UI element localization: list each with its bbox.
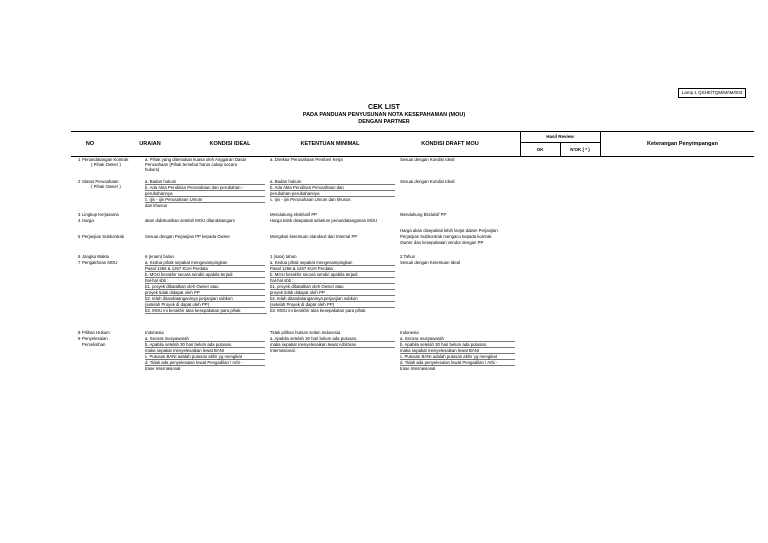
row-number: 3 (78, 212, 81, 217)
kondisi-ideal-cell: a. Secara musyawarah (145, 336, 265, 342)
page-title: CEK LIST (368, 104, 400, 111)
uraian-cell: Perselisihan (82, 342, 106, 347)
ketentuan-minimal-cell: Mendukung eksklusif PP (270, 212, 318, 217)
kondisi-ideal-cell: a. Kedua pihak sepakat mengesampingkan (145, 260, 265, 266)
kondisi-ideal-cell: a. Pihak yang ditentukan kuasa oleh Anggaran Dasar (145, 157, 247, 162)
document-reference: Lamp.1 QSHE/TQM/M/IM/003 (678, 88, 746, 98)
kondisi-draft-cell: Harga akan disepakati lebih lanjut dalam Perjanjian (400, 228, 498, 233)
kondisi-ideal-cell: dan khusus (145, 203, 167, 208)
row-number: 9 (78, 336, 81, 341)
header-hasil-review: Hasil Review (546, 134, 574, 139)
kondisi-ideal-cell: proyek tidak didapat oleh PP (145, 290, 265, 296)
ketentuan-minimal-cell: a. Badan hukum (270, 179, 395, 185)
kondisi-ideal-cell: Pasal 1266 & 1267 KUH Perdata (145, 266, 265, 272)
ketentuan-minimal-cell: b. Ada Akta Pendirian Perusahaan dan (270, 185, 395, 191)
uraian-cell: Pilihan Hukum (82, 330, 110, 335)
row-number: 2 (78, 179, 81, 184)
ketentuan-minimal-cell: a. Apabila setelah 30 hari belum ada putusan, (270, 336, 395, 342)
kondisi-ideal-cell: hal-hal sbb : (145, 278, 265, 284)
uraian-cell: Status Perusahaan (82, 179, 119, 184)
ketentuan-minimal-cell: a. Kedua pihak sepakat mengesampingkan (270, 260, 395, 266)
kondisi-ideal-cell: d. Tidak ada penyelesaian lewat Pengadilan / Arbi - (145, 360, 265, 366)
kondisi-ideal-cell: trase Internasional (145, 366, 181, 371)
header-nok: N'OK ( * ) (570, 147, 590, 152)
header-ketentuan-minimal: KETENTUAN MINIMAL (300, 141, 360, 147)
row-number: 6 (78, 254, 81, 259)
header-no: NO (85, 141, 95, 147)
review-right-border (600, 131, 601, 156)
kondisi-ideal-cell: c. Putusan BANI adalah putusan akhir yg mengikat (145, 354, 265, 360)
kondisi-ideal-cell: hukum) (145, 167, 160, 172)
uraian-cell: Lingkup Kerjasama (82, 212, 119, 217)
uraian-cell: Penandatangan Kontrak (82, 157, 129, 162)
kondisi-ideal-cell: b. MOU berakhir secara sendiri apabila terjadi (145, 272, 265, 278)
kondisi-draft-cell: a. Secara musyawarah (400, 336, 515, 342)
ketentuan-minimal-cell: b. MOU berakhir secara sendiri apabila terjadi (270, 272, 395, 278)
kondisi-ideal-cell: b3. MOU ini berakhir atas kesepakatan para pihak (145, 308, 267, 314)
uraian-cell: Penyelesaian (82, 336, 108, 341)
kondisi-ideal-cell: b1. proyek dibatalkan oleh Owner atau (145, 284, 265, 290)
uraian-cell: Harga (82, 218, 94, 223)
header-kondisi-ideal: KONDISI IDEAL (209, 141, 251, 147)
kondisi-draft-cell: maka sepakat menyelesaikan lewat BANI (400, 348, 515, 354)
ketentuan-minimal-cell: Harga telah disepakati sebelum penandatanganan MOU (270, 218, 378, 223)
kondisi-draft-cell: d. Tidak ada penyelesaian lewat Pengadilan / Arbi - (400, 360, 515, 366)
kondisi-ideal-cell: Perusahaan (Pihak tersebut harus cakap secara (145, 162, 237, 167)
kondisi-draft-cell: trase Internasional (400, 366, 436, 371)
row-number: 8 (78, 330, 81, 335)
kondisi-ideal-cell: maka sepakat menyelesaikan lewat BANI (145, 348, 265, 354)
page-subtitle: PADA PANDUAN PENYUSUNAN NOTA KESEPAHAMAN (MOU) (302, 112, 466, 118)
ketentuan-minimal-cell: proyek tidak didapat oleh PP (270, 290, 395, 296)
header-kondisi-draft: KONDISI DRAFT MOU (421, 141, 479, 147)
kondisi-ideal-cell: (setelah Proyek di dapat oleh PP) (145, 302, 265, 308)
ketentuan-minimal-cell: c. Ijin - ijin Perusahaan Umum dan khusus (270, 197, 351, 202)
ketentuan-minimal-cell: Pasal 1266 & 1267 KUH Perdata (270, 266, 395, 272)
kondisi-ideal-cell: b2. telah ditandatanganinya perjanjian subkon (145, 296, 265, 302)
kondisi-ideal-cell: b. Ada Akta Pendirian Perusahaan dan perubahan - (145, 185, 265, 191)
kondisi-draft-cell: Mendukung Eksluisif PP (400, 212, 447, 217)
ketentuan-minimal-cell: 1 (satu) tahun (270, 254, 297, 259)
uraian-cell: Pengakhiran MOU (82, 260, 118, 265)
kondisi-ideal-cell: akan didiskusikan setelah MOU ditandatangani (145, 218, 235, 223)
kondisi-ideal-cell: Sesuai dengan Perjanjian PP kepada Owner (145, 234, 230, 239)
kondisi-ideal-cell: b. Apabila setelah 30 hari belum ada putusan, (145, 342, 265, 348)
kondisi-draft-cell: Perjanjian Subkontrak mengacu kepada kontrak (400, 234, 492, 239)
row-number: 5 (78, 234, 81, 239)
kondisi-draft-cell: b. Apabila setelah 30 hari belum ada putusan, (400, 342, 515, 348)
ketentuan-minimal-cell: (setelah Proyek di dapat oleh PP) (270, 302, 395, 308)
row-number: 4 (78, 218, 81, 223)
table-top-border (71, 131, 754, 132)
header-uraian: URAIAN (139, 141, 161, 147)
kondisi-draft-cell: Sesuai dengan Ketentuan Ideal (400, 260, 460, 265)
kondisi-draft-cell: 2 Tahun (400, 254, 416, 259)
header-keterangan: Keterangan Penyimpangan (647, 141, 718, 147)
ketentuan-minimal-cell: a. Direktur Perusahaan Pemberi Kerja (270, 157, 343, 162)
kondisi-draft-cell: Sesuai dengan Kondisi Ideal (400, 179, 455, 184)
kondisi-draft-cell: Owner dan kesepakatan vendor dengan PP (400, 240, 484, 245)
row-number: 1 (78, 157, 81, 162)
kondisi-draft-cell: Indonesia (400, 330, 419, 335)
page-subtitle-2: DENGAN PARTNER (358, 119, 410, 125)
ketentuan-minimal-cell: Mengikuti ketentuan standard dari Internal PP (270, 234, 358, 239)
ketentuan-minimal-cell: maka sepakat menyelesaikan lewat Arbitrase (270, 342, 395, 348)
uraian-cell: ( Pihak Owner ) (91, 162, 121, 167)
ketentuan-minimal-cell: perubahan-perubahannya (270, 191, 395, 197)
kondisi-ideal-cell: Indonesia (145, 330, 164, 335)
kondisi-ideal-cell: 6 (enam) bulan (145, 254, 174, 259)
ketentuan-minimal-cell: b1. proyek dibatalkan oleh Owner atau (270, 284, 395, 290)
ketentuan-minimal-cell: b2. telah ditandatanganinya perjanjian subkon (270, 296, 395, 302)
kondisi-draft-cell: c. Putusan BANI adalah putusan akhir yg mengikat (400, 354, 515, 360)
ketentuan-minimal-cell: hal-hal sbb : (270, 278, 395, 284)
kondisi-ideal-cell: c. Ijin - ijin Perusahaan Umum (145, 197, 265, 203)
uraian-cell: ( Pihak Owner ) (91, 184, 121, 189)
ketentuan-minimal-cell: b3. MOU ini berakhir atas kesepakatan para pihak (270, 308, 366, 313)
ketentuan-minimal-cell: Tidak pilihan hukum selain Indonesia (270, 330, 341, 335)
uraian-cell: Jangka Waktu (82, 254, 110, 259)
ketentuan-minimal-cell: Internasional. (270, 348, 296, 353)
kondisi-ideal-cell: perubahannya (145, 191, 265, 197)
header-ok: OK (536, 147, 544, 152)
kondisi-draft-cell: Sesuai dengan Kondisi Ideal (400, 157, 455, 162)
uraian-cell: Perjanjian Subkontrak (82, 234, 125, 239)
kondisi-ideal-cell: a. Badan hukum (145, 179, 265, 185)
row-number: 7 (78, 260, 81, 265)
